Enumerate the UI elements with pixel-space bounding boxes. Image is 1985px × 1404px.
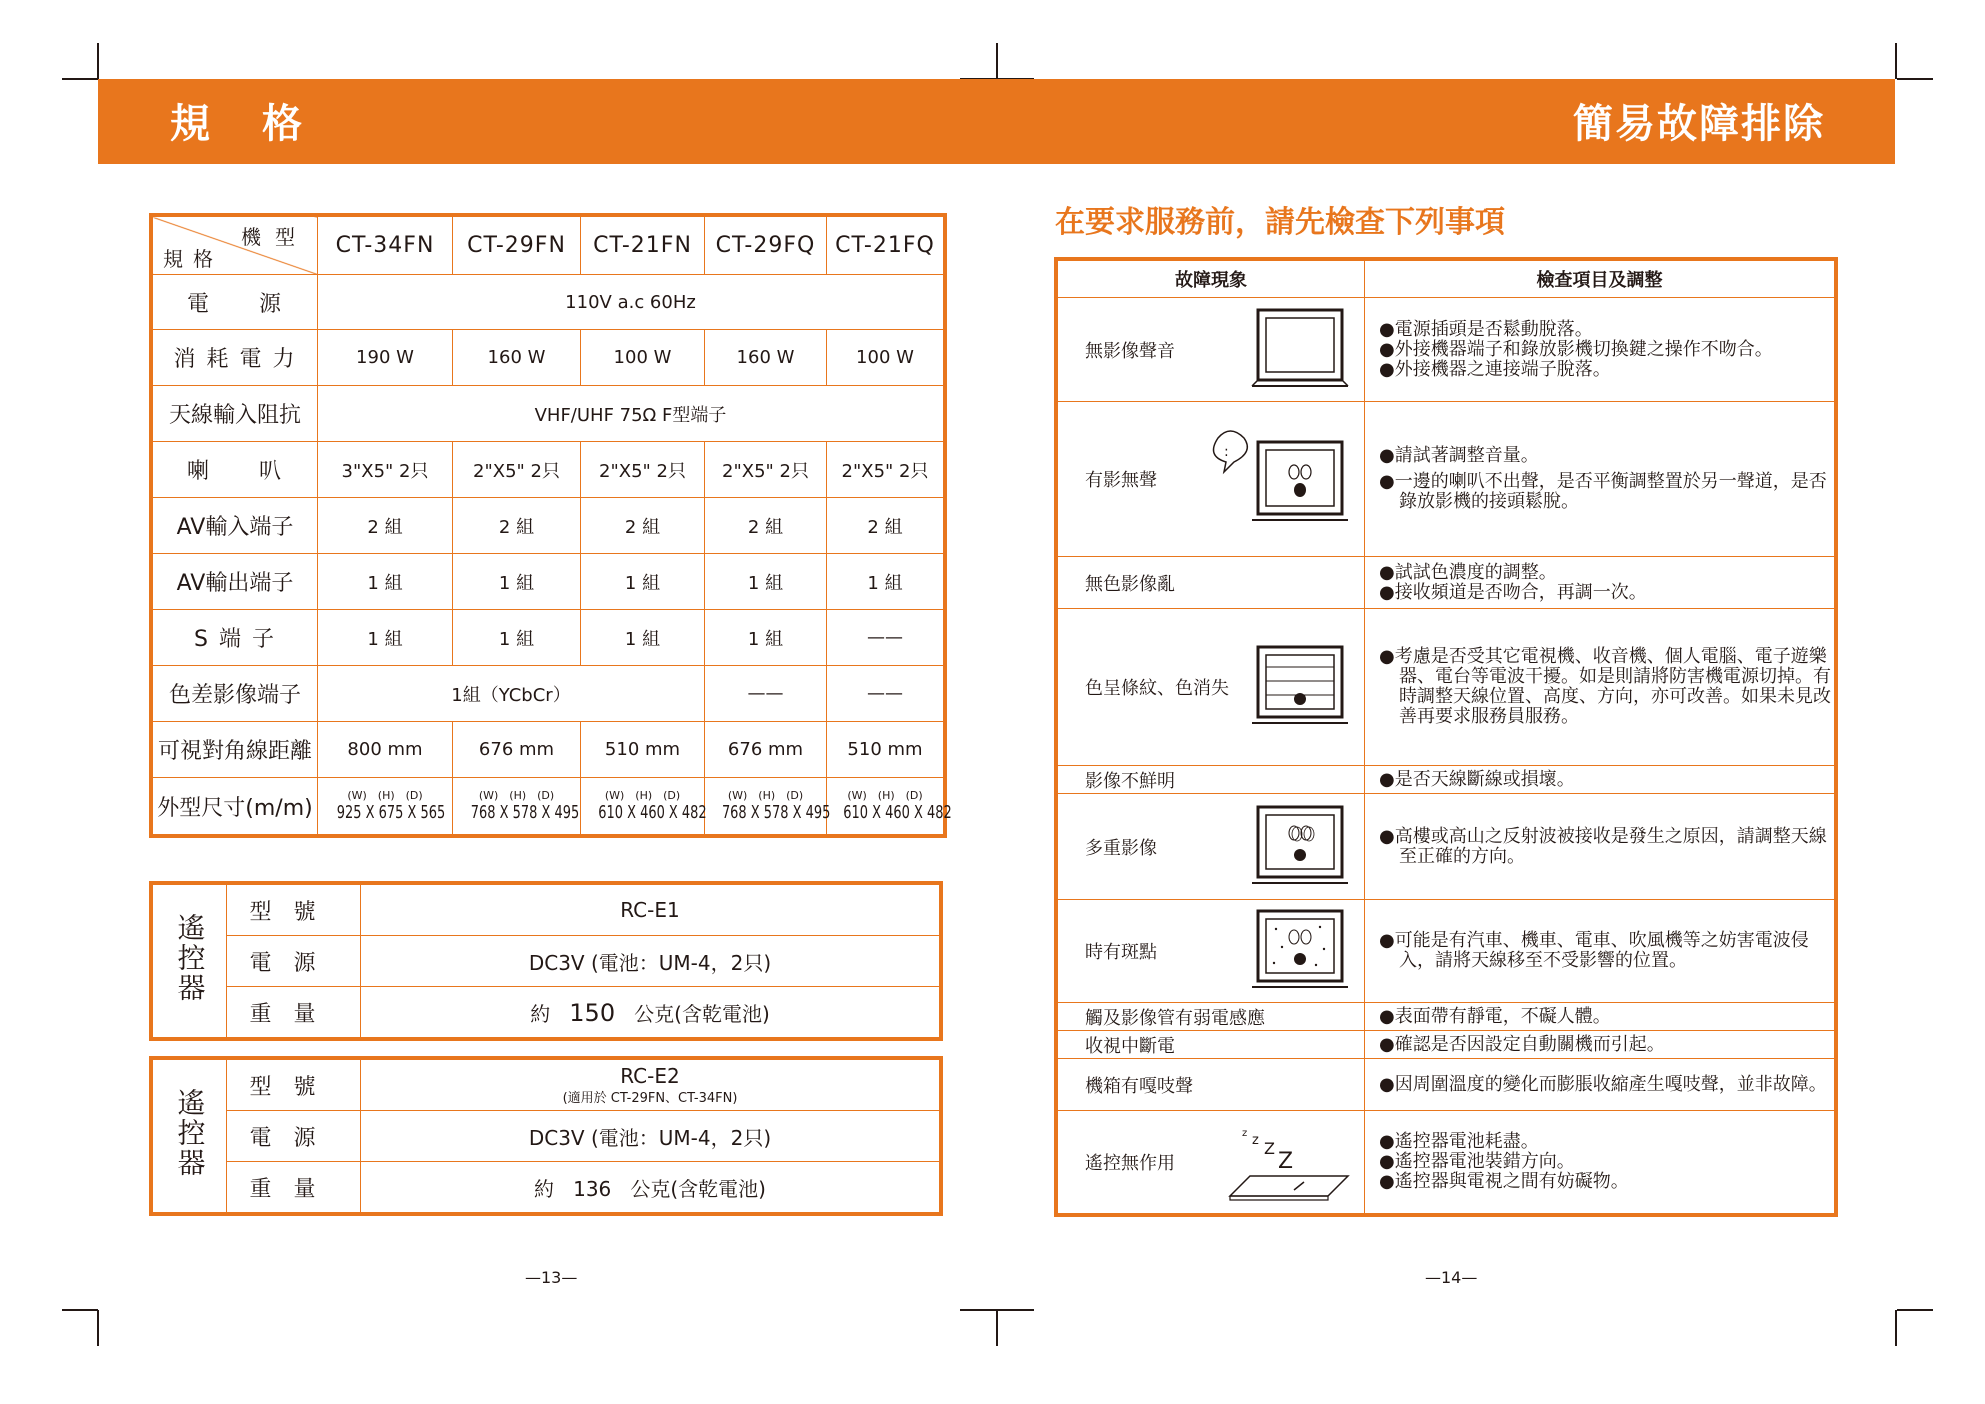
check-item: ●高樓或高山之反射波被接收是發生之原因，請調整天線至正確的方向。 bbox=[1379, 825, 1827, 867]
crop-mark bbox=[1895, 43, 1897, 79]
check-item: ●外接機器之連接端子脫落。 bbox=[1379, 358, 1611, 380]
check-cell bbox=[1365, 794, 1835, 900]
check-item: ●請試著調整音量。 bbox=[1379, 445, 1539, 466]
check-cell bbox=[1365, 609, 1835, 766]
dimension-axes: (W) (H) (D) bbox=[727, 789, 804, 802]
component-dash: —— bbox=[705, 666, 827, 722]
dimension-value: 610 X 460 X 482 bbox=[598, 802, 707, 823]
row-label: 電 源 bbox=[153, 275, 318, 330]
s-term-value: 1 組 bbox=[705, 610, 827, 666]
crop-mark bbox=[97, 1310, 99, 1346]
col-check-header: 檢查項目及調整 bbox=[1365, 261, 1835, 298]
symptom-text: 時有斑點 bbox=[1085, 942, 1157, 963]
tv-spots-icon bbox=[1250, 907, 1350, 995]
check-item: ●確認是否因設定自動關機而引起。 bbox=[1379, 1033, 1665, 1055]
remote-model-value: RC-E1 bbox=[361, 885, 940, 936]
check-cell bbox=[1365, 1031, 1835, 1059]
diagonal-value: 510 mm bbox=[827, 722, 944, 778]
right-page-title: 簡易故障排除 bbox=[1573, 101, 1825, 147]
speaker-value: 2"X5" 2只 bbox=[827, 442, 944, 498]
av-in-value: 2 組 bbox=[453, 498, 581, 554]
remote-model-label: 型號 bbox=[227, 885, 361, 936]
tv-no-sound-icon bbox=[1200, 424, 1350, 534]
symptom-cell bbox=[1058, 900, 1365, 1003]
svg-text:Z: Z bbox=[1264, 1139, 1275, 1158]
spec-corner-cell bbox=[153, 217, 318, 275]
weight-suffix: 公克(含乾電池) bbox=[634, 1001, 770, 1026]
dimension-axes: (W) (H) (D) bbox=[604, 789, 681, 802]
av-in-value: 2 組 bbox=[705, 498, 827, 554]
weight-value: 136 bbox=[573, 1176, 612, 1201]
corner-spec-label: 規格 bbox=[163, 247, 223, 271]
symptom-cell bbox=[1058, 609, 1365, 766]
page-number-left: —13— bbox=[525, 1268, 578, 1287]
av-in-value: 2 組 bbox=[318, 498, 453, 554]
symptom-cell bbox=[1058, 298, 1365, 402]
symptom-cell bbox=[1058, 402, 1365, 557]
svg-text:Z: Z bbox=[1278, 1149, 1294, 1174]
symptom-cell bbox=[1058, 1111, 1365, 1214]
check-item: ●遙控器電池耗盡。 bbox=[1379, 1131, 1539, 1152]
diagonal-value: 800 mm bbox=[318, 722, 453, 778]
row-label: 色差影像端子 bbox=[153, 666, 318, 722]
crop-mark bbox=[62, 78, 98, 80]
s-term-value: 1 組 bbox=[318, 610, 453, 666]
remote-title: 遙控器 bbox=[153, 1060, 227, 1213]
symptom-cell bbox=[1058, 766, 1365, 794]
remote-weight-cell bbox=[361, 1162, 940, 1213]
crop-mark bbox=[62, 1309, 98, 1311]
symptom-text: 有影無聲 bbox=[1085, 470, 1157, 491]
dimension-axes: (W) (H) (D) bbox=[478, 789, 555, 802]
remote-sleeping-icon bbox=[1220, 1118, 1350, 1206]
remote-weight-label: 重量 bbox=[227, 1162, 361, 1213]
dimension-value: 768 X 578 X 495 bbox=[721, 802, 831, 823]
weight-value: 150 bbox=[569, 998, 616, 1027]
tv-ghost-icon bbox=[1250, 803, 1350, 891]
av-out-value: 1 組 bbox=[453, 554, 581, 610]
check-item: ●遙控器與電視之間有妨礙物。 bbox=[1379, 1171, 1629, 1192]
svg-text::: : bbox=[1224, 444, 1229, 460]
remote-model-label: 型號 bbox=[227, 1060, 361, 1111]
crop-mark bbox=[996, 1310, 998, 1346]
svg-text:z: z bbox=[1242, 1128, 1248, 1139]
remote-model-value: RC-E2 bbox=[620, 1063, 680, 1088]
symptom-cell bbox=[1058, 1003, 1365, 1031]
power-consumption-value: 190 W bbox=[318, 330, 453, 386]
check-item: ●電源插頭是否鬆動脫落。 bbox=[1379, 318, 1593, 340]
row-label: 天線輸入阻抗 bbox=[153, 386, 318, 442]
remote-weight-label: 重量 bbox=[227, 987, 361, 1038]
dimension-cell bbox=[453, 778, 581, 835]
tv-blank-icon bbox=[1250, 306, 1350, 394]
check-item: ●是否天線斷線或損壞。 bbox=[1379, 768, 1575, 790]
symptom-text: 觸及影像管有弱電感應 bbox=[1085, 1007, 1265, 1029]
row-label: AV輸入端子 bbox=[153, 498, 318, 554]
check-item: ●接收頻道是否吻合，再調一次。 bbox=[1379, 581, 1647, 603]
diagonal-value: 510 mm bbox=[581, 722, 705, 778]
symptom-text: 無影像聲音 bbox=[1085, 340, 1175, 362]
weight-suffix: 公克(含乾電池) bbox=[630, 1176, 766, 1201]
dimension-axes: (W) (H) (D) bbox=[847, 789, 923, 802]
model-header: CT-29FN bbox=[453, 217, 581, 275]
check-item: ●因周圍溫度的變化而膨脹收縮產生嘎吱聲，並非故障。 bbox=[1379, 1073, 1827, 1095]
check-cell bbox=[1365, 766, 1835, 794]
check-cell bbox=[1365, 1059, 1835, 1111]
check-cell bbox=[1365, 557, 1835, 609]
speaker-value: 2"X5" 2只 bbox=[705, 442, 827, 498]
component-dash: —— bbox=[827, 666, 944, 722]
diagonal-value: 676 mm bbox=[453, 722, 581, 778]
av-in-value: 2 組 bbox=[827, 498, 944, 554]
weight-prefix: 約 bbox=[534, 1176, 555, 1201]
power-consumption-value: 160 W bbox=[453, 330, 581, 386]
check-cell bbox=[1365, 1003, 1835, 1031]
crop-mark bbox=[1897, 78, 1933, 80]
check-cell bbox=[1365, 298, 1835, 402]
troubleshoot-table bbox=[1057, 260, 1835, 1214]
crop-mark bbox=[960, 1309, 1034, 1311]
s-term-value: 1 組 bbox=[453, 610, 581, 666]
symptom-text: 多重影像 bbox=[1085, 837, 1157, 859]
tv-stripes-icon bbox=[1250, 643, 1350, 731]
symptom-cell bbox=[1058, 1059, 1365, 1111]
row-label: S 端 子 bbox=[153, 610, 318, 666]
remote-model-note: (適用於 CT-29FN、CT-34FN) bbox=[562, 1090, 738, 1106]
dimension-axes: (W) (H) (D) bbox=[347, 789, 423, 802]
weight-prefix: 約 bbox=[530, 1001, 551, 1026]
page-number-right: —14— bbox=[1425, 1268, 1478, 1287]
speaker-value: 3"X5" 2只 bbox=[318, 442, 453, 498]
check-item: ●考慮是否受其它電視機、收音機、個人電腦、電子遊樂器、電台等電波干擾。如是則請將防害機電源切掉。有時調整天線位置、高度、方向，亦可改善。如果未見改善再要求服務員服務。 bbox=[1379, 646, 1831, 727]
diagonal-value: 676 mm bbox=[705, 722, 827, 778]
remote-power-value: DC3V (電池：UM-4，2只) bbox=[361, 1111, 940, 1162]
dimension-value: 768 X 578 X 495 bbox=[470, 802, 580, 823]
av-out-value: 1 組 bbox=[318, 554, 453, 610]
corner-model-label: 機型 bbox=[241, 225, 309, 249]
check-item: ●一邊的喇叭不出聲，是否平衡調整置於另一聲道，是否錄放影機的接頭鬆脫。 bbox=[1379, 471, 1827, 512]
speaker-value: 2"X5" 2只 bbox=[581, 442, 705, 498]
dimension-value: 610 X 460 X 482 bbox=[843, 802, 952, 823]
power-source-value: 110V a.c 60Hz bbox=[318, 275, 944, 330]
remote-power-label: 電源 bbox=[227, 1111, 361, 1162]
dimension-value: 925 X 675 X 565 bbox=[336, 802, 446, 823]
s-term-value: —— bbox=[827, 610, 944, 666]
power-consumption-value: 100 W bbox=[827, 330, 944, 386]
dimension-cell bbox=[827, 778, 952, 835]
remote-model-cell bbox=[361, 1060, 940, 1111]
power-consumption-value: 100 W bbox=[581, 330, 705, 386]
component-value: 1組（YCbCr） bbox=[318, 666, 705, 722]
model-header: CT-21FQ bbox=[827, 217, 944, 275]
symptom-text: 影像不鮮明 bbox=[1085, 770, 1175, 792]
remote-rc-e2-table bbox=[152, 1059, 940, 1213]
crop-mark bbox=[1895, 1310, 1897, 1346]
av-in-value: 2 組 bbox=[581, 498, 705, 554]
dimension-cell bbox=[705, 778, 831, 835]
crop-mark bbox=[996, 43, 998, 79]
av-out-value: 1 組 bbox=[705, 554, 827, 610]
remote-weight-cell bbox=[361, 987, 940, 1038]
symptom-text: 機箱有嘎吱聲 bbox=[1085, 1075, 1193, 1097]
symptom-cell bbox=[1058, 557, 1365, 609]
symptom-text: 色呈條紋、色消失 bbox=[1085, 678, 1229, 699]
remote-power-value: DC3V (電池：UM-4，2只) bbox=[361, 936, 940, 987]
left-page-title: 規 格 bbox=[170, 101, 308, 147]
crop-mark bbox=[97, 43, 99, 79]
check-item: ●表面帶有靜電，不礙人體。 bbox=[1379, 1005, 1611, 1027]
spec-table bbox=[152, 216, 952, 835]
model-header: CT-29FQ bbox=[705, 217, 827, 275]
symptom-text: 無色影像亂 bbox=[1085, 573, 1175, 595]
check-item: ●外接機器端子和錄放影機切換鍵之操作不吻合。 bbox=[1379, 338, 1773, 360]
row-label: 可視對角線距離 bbox=[153, 722, 318, 778]
row-label: 外型尺寸(m/m) bbox=[153, 778, 318, 835]
svg-text:z: z bbox=[1252, 1133, 1259, 1148]
speaker-value: 2"X5" 2只 bbox=[453, 442, 581, 498]
troubleshoot-subtitle: 在要求服務前，請先檢查下列事項 bbox=[1055, 205, 1505, 240]
s-term-value: 1 組 bbox=[581, 610, 705, 666]
av-out-value: 1 組 bbox=[581, 554, 705, 610]
dimension-cell bbox=[318, 778, 453, 835]
row-label: 消 耗 電 力 bbox=[153, 330, 318, 386]
power-consumption-value: 160 W bbox=[705, 330, 827, 386]
symptom-cell bbox=[1058, 794, 1365, 900]
model-header: CT-21FN bbox=[581, 217, 705, 275]
col-symptom-header: 故障現象 bbox=[1058, 261, 1365, 298]
row-label: AV輸出端子 bbox=[153, 554, 318, 610]
av-out-value: 1 組 bbox=[827, 554, 944, 610]
check-item: ●試試色濃度的調整。 bbox=[1379, 561, 1557, 583]
check-cell bbox=[1365, 1111, 1835, 1214]
remote-title: 遙控器 bbox=[153, 885, 227, 1038]
check-cell bbox=[1365, 402, 1835, 557]
antenna-value: VHF/UHF 75Ω F型端子 bbox=[318, 386, 944, 442]
symptom-text: 收視中斷電 bbox=[1085, 1035, 1175, 1057]
remote-power-label: 電源 bbox=[227, 936, 361, 987]
check-cell bbox=[1365, 900, 1835, 1003]
symptom-cell bbox=[1058, 1031, 1365, 1059]
row-label: 喇 叭 bbox=[153, 442, 318, 498]
model-header: CT-34FN bbox=[318, 217, 453, 275]
remote-rc-e1-table bbox=[152, 884, 940, 1038]
check-item: ●遙控器電池裝錯方向。 bbox=[1379, 1151, 1575, 1172]
crop-mark bbox=[1897, 1309, 1933, 1311]
dimension-cell bbox=[581, 778, 705, 835]
check-item: ●可能是有汽車、機車、電車、吹風機等之妨害電波侵入，請將天線移至不受影響的位置。 bbox=[1379, 930, 1809, 971]
symptom-text: 遙控無作用 bbox=[1085, 1153, 1175, 1174]
